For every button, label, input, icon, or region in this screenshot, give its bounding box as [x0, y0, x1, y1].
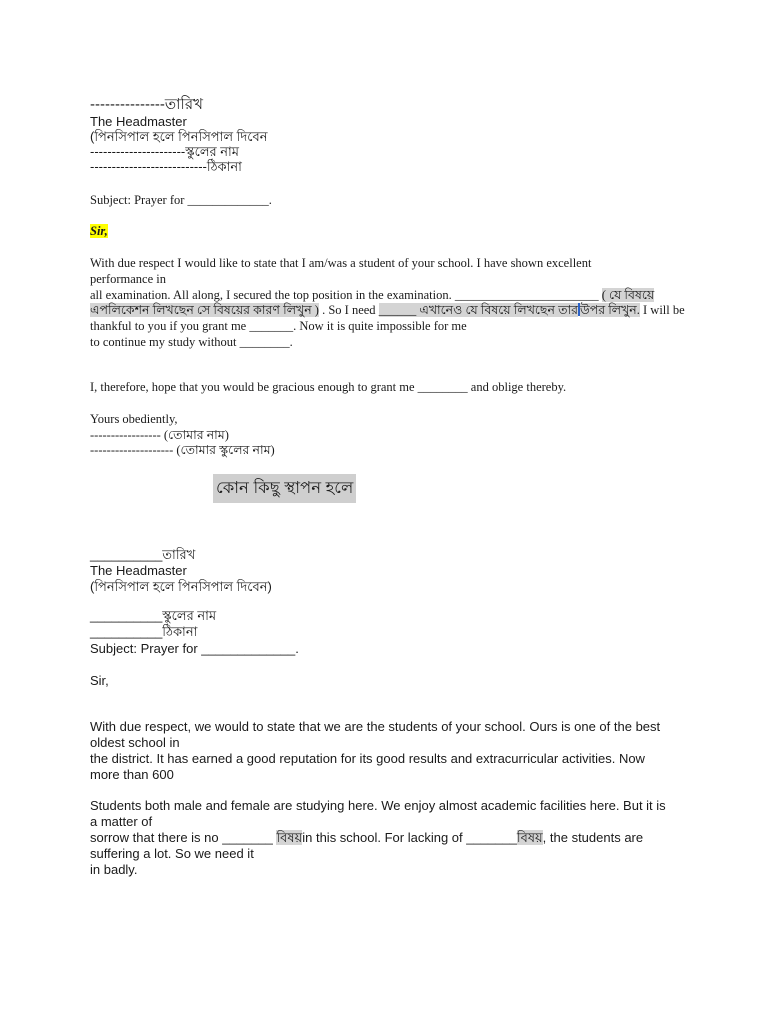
letter1-address-line: ---------------------------ঠিকানা: [90, 159, 242, 174]
letter2-school-name-line: __________স্কুলের নাম: [90, 608, 217, 623]
paragraph-gap: [90, 783, 690, 798]
letter1-body-line: [90, 303, 690, 319]
letter2-body-line: With due respect, we would to state that we are the students of your school. Ours is one of the best: [90, 719, 661, 734]
letter2-recipient-title: The Headmaster: [90, 563, 187, 578]
letter2-body-line: oldest school in: [90, 735, 180, 750]
letter2-body-line: a matter of: [90, 814, 153, 829]
letter1-body-line: thankful to you if you grant me _______. Now it is quite impossible for me: [90, 319, 467, 334]
letter2-salutation: Sir,: [90, 673, 109, 688]
letter1-body: [90, 256, 690, 351]
letter2-school-block: [90, 608, 216, 640]
letter1-recipient-title: The Headmaster: [90, 114, 187, 129]
letter2-recipient-block: [90, 563, 272, 594]
letter1-bengali-hint: ______ এখানেও যে বিষয়ে লিখছেন তার: [378, 303, 578, 318]
letter2-body-line: more than 600: [90, 767, 174, 782]
letter1-recipient-block: [90, 114, 267, 174]
letter1-closing: I, therefore, hope that you would be gracious enough to grant me ________ and oblige thereby.: [90, 380, 567, 394]
letter1-name-line: ----------------- (তোমার নাম): [90, 427, 229, 442]
section-heading: কোন কিছু স্থাপন হলে: [213, 474, 356, 503]
letter1-body-line: [90, 288, 690, 304]
letter1-body-text: I will be: [639, 303, 685, 318]
letter2-subject: Subject: Prayer for _____________.: [90, 641, 299, 656]
letter2-body-line: suffering a lot. So we need it: [90, 846, 254, 861]
letter2-recipient-note: (পিনসিপাল হলে পিনসিপাল দিবেন): [90, 578, 272, 594]
letter2-body-line: in badly.: [90, 862, 138, 877]
letter1-salutation-highlight: Sir,: [90, 224, 108, 238]
letter1-school-name-line: ----------------------স্কুলের নাম: [90, 144, 240, 159]
letter1-school-line: -------------------- (তোমার স্কুলের নাম): [90, 443, 275, 457]
letter1-body-line: to continue my study without ________.: [90, 334, 293, 349]
letter2-body: [90, 719, 690, 878]
letter1-signoff-line: Yours obediently,: [90, 412, 178, 426]
letter1-salutation: [90, 224, 108, 239]
letter1-body-text: all examination. All along, I secured the top position in the examination. _______________________: [90, 287, 602, 302]
letter1-body-line: With due respect I would like to state that I am/was a student of your school. I have shown excellent: [90, 256, 592, 270]
letter1-date-line: ---------------তারিখ: [90, 96, 203, 113]
letter2-body-text: in this school. For lacking of _______: [302, 830, 517, 845]
letter2-body-text: , the students are: [542, 830, 644, 845]
letter2-address-line: __________ঠিকানা: [90, 624, 198, 639]
letter1-subject: Subject: Prayer for _____________.: [90, 193, 272, 207]
letter2-body-line: the district. It has earned a good reputation for its good results and extracurricular activities. Now: [90, 751, 645, 766]
letter2-bengali-hint: বিষয়: [276, 830, 303, 845]
letter1-bengali-hint: এপলিকেশন লিখছেন সে বিষয়ের কারণ লিখুন ): [90, 303, 319, 318]
letter2-body-line: [90, 830, 690, 846]
letter2-body-text: sorrow that there is no _______: [90, 830, 277, 845]
letter1-body-line: performance in: [90, 271, 167, 286]
letter1-recipient-note: (পিনসিপাল হলে পিনসিপাল দিবেন: [90, 129, 268, 144]
letter1-bengali-hint: ( যে বিষয়ে: [601, 287, 655, 302]
letter2-date-line: __________তারিখ: [90, 547, 196, 562]
letter1-body-text: . So I need: [318, 303, 379, 318]
letter1-signoff: [90, 412, 275, 459]
letter2-body-line: Students both male and female are studying here. We enjoy almost academic facilities here. But it is: [90, 798, 666, 813]
letter1-bengali-hint: উপর লিখুন.: [579, 303, 640, 318]
letter2-bengali-hint: বিষয়: [516, 830, 543, 845]
